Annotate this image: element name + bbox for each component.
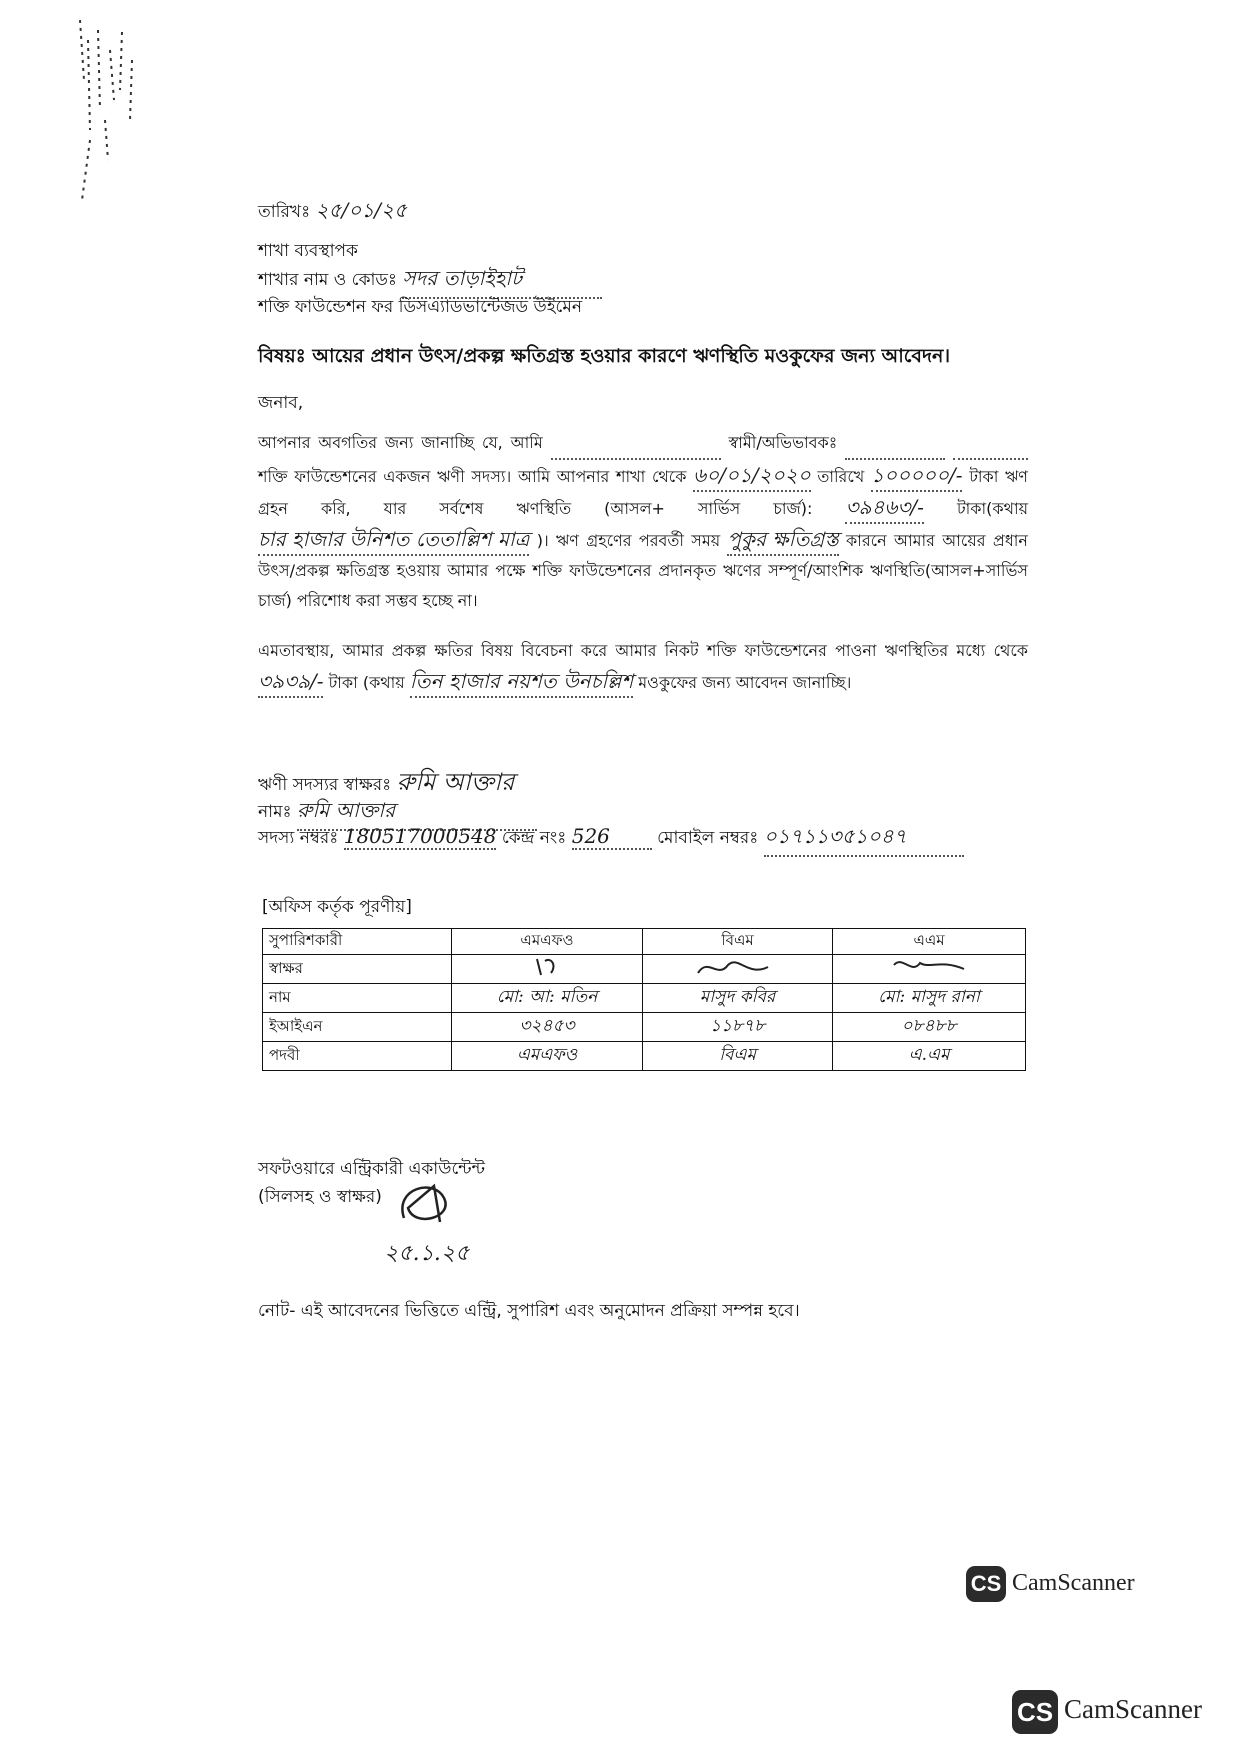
table-row-label: নাম — [263, 984, 452, 1013]
camscanner-logo-icon-2: CS — [1012, 1690, 1058, 1734]
table-header-cell: সুপারিশকারী — [263, 929, 452, 955]
table-row — [263, 1013, 1026, 1042]
table-row — [263, 1042, 1026, 1071]
body2-text-3: মওকুফের জন্য আবেদন জানাচ্ছি। — [638, 673, 852, 692]
body1-text-4: তারিখে — [817, 467, 865, 486]
table-header-row — [263, 929, 1026, 955]
table-row — [263, 955, 1026, 984]
damage-reason: পুকুর ক্ষতিগ্রস্ত — [727, 524, 838, 556]
guardian-blank-2 — [953, 428, 1028, 460]
body1-text-8: কারনে আমার আয়ের প্রধান উৎস/প্রকল্প ক্ষতিগ্রস্ত হওয়ায় আমার পক্ষে শক্তি ফাউন্ডেশনের প্রদানকৃত ঋণের সম্পূর্ণ/আংশিক ঋণস্থিতি(আসল+সার্ভিস চার্জ) পরিশোধ করা সম্ভব হচ্ছে না। — [258, 531, 1028, 610]
outstanding-amount: ৩৯৪৬৩/- — [845, 492, 923, 524]
date-label: তারিখঃ — [258, 202, 311, 222]
member-number-value: 180517000548 — [343, 824, 497, 848]
body2-text-2: টাকা (কথায় — [328, 673, 405, 692]
accountant-date: ২৫.১.২৫ — [384, 1241, 470, 1266]
waive-words: তিন হাজার নয়শত উনচল্লিশ — [410, 666, 633, 698]
recipient-title: শাখা ব্যবস্থাপক — [258, 241, 358, 261]
table-cell: ০৮৪৮৮ — [833, 1013, 1026, 1042]
table-cell: মো: মাসুদ রানা — [833, 984, 1026, 1013]
office-table — [262, 928, 1026, 1071]
mobile-label: মোবাইল নম্বরঃ — [657, 828, 759, 848]
accountant-signature — [384, 1178, 474, 1238]
table-row-label: স্বাক্ষর — [263, 955, 452, 984]
accountant-title: সফটওয়ারে এন্ট্রিকারী একাউন্টেন্ট — [258, 1159, 486, 1179]
outstanding-words: চার হাজার উনিশত তেতাল্লিশ মাত্র — [258, 524, 529, 556]
body1-text-7: )। ঋণ গ্রহণের পরবর্তী সময় — [536, 531, 721, 550]
guardian-blank — [845, 428, 945, 460]
bm-signature — [643, 955, 833, 984]
branch-value: সদর তাড়াইহাট — [402, 264, 602, 299]
office-caption: [অফিস কর্তৃক পূরণীয়] — [262, 897, 412, 917]
scan-artifact — [70, 20, 190, 220]
member-signature-label: ঋণী সদস্যর স্বাক্ষরঃ — [258, 775, 392, 795]
accountant-seal-label: (সিলসহ ও স্বাক্ষর) — [258, 1187, 382, 1207]
branch-label: শাখার নাম ও কোডঃ — [258, 270, 397, 290]
member-number-line — [258, 822, 964, 857]
table-cell: ৩২৪৫৩ — [452, 1013, 643, 1042]
loan-amount: ১০০০০০/- — [871, 460, 963, 492]
mfo-signature — [452, 955, 643, 984]
table-cell: এ.এম — [833, 1042, 1026, 1071]
mobile-value: ০১৭১১৩৫১০৪৭ — [764, 822, 964, 857]
body1-text-6: টাকা(কথায় — [956, 499, 1029, 518]
kendra-label: কেন্দ্র নংঃ — [501, 828, 567, 848]
table-header-cell: এএম — [833, 929, 1026, 955]
member-name-blank — [551, 428, 721, 460]
loan-date: ৬০/০১/২০২০ — [693, 460, 810, 492]
table-row-label: পদবী — [263, 1042, 452, 1071]
salutation: জনাব, — [258, 393, 304, 413]
member-name-label: নামঃ — [258, 802, 292, 822]
body1-text-1: আপনার অবগতির জন্য জানাচ্ছি যে, আমি — [258, 433, 543, 452]
am-signature — [833, 955, 1026, 984]
organization-line: শক্তি ফাউন্ডেশন ফর ডিসএ্যাডভান্টেজড উইমেন — [258, 297, 582, 317]
body-paragraph-1 — [258, 428, 1028, 616]
camscanner-watermark: CamScanner — [1012, 1570, 1135, 1596]
table-row-label: ইআইএন — [263, 1013, 452, 1042]
footer-note: নোট- এই আবেদনের ভিত্তিতে এন্ট্রি, সুপারিশ এবং অনুমোদন প্রক্রিয়া সম্পন্ন হবে। — [258, 1301, 800, 1321]
waive-amount: ৩৯৩৯/- — [258, 666, 323, 698]
table-cell: মাসুদ কবির — [643, 984, 833, 1013]
body1-text-5: টাকা ঋণ গ্রহন করি, যার সর্বশেষ ঋণস্থিতি (আসল+ সার্ভিস চার্জ): — [258, 467, 1028, 518]
body-paragraph-2 — [258, 636, 1028, 698]
subject-line: বিষয়ঃ আয়ের প্রধান উৎস/প্রকল্প ক্ষতিগ্রস্ত হওয়ার কারণে ঋণস্থিতি মওকুফের জন্য আবেদন। — [258, 345, 951, 367]
date-line — [258, 196, 407, 229]
table-header-cell: এমএফও — [452, 929, 643, 955]
body1-text-3: শক্তি ফাউন্ডেশনের একজন ঋণী সদস্য। আমি আপনার শাখা থেকে — [258, 467, 687, 486]
table-cell: বিএম — [643, 1042, 833, 1071]
camscanner-watermark-2: CamScanner — [1064, 1694, 1202, 1724]
table-cell: এমএফও — [452, 1042, 643, 1071]
member-name-value: রুমি আক্তার — [297, 796, 537, 831]
table-cell: ১১৮৭৮ — [643, 1013, 833, 1042]
body2-text-1: এমতাবস্থায়, আমার প্রকল্প ক্ষতির বিষয় বিবেচনা করে আমার নিকট শক্তি ফাউন্ডেশনের পাওনা ঋণস্থিতির মধ্যে থেকে — [258, 641, 1028, 660]
table-cell: মো: আ: মতিন — [452, 984, 643, 1013]
member-signature: রুমি আক্তার — [396, 768, 515, 796]
kendra-value: 526 — [572, 824, 652, 850]
table-row — [263, 984, 1026, 1013]
member-number-label: সদস্য নম্বরঃ — [258, 828, 339, 848]
table-header-cell: বিএম — [643, 929, 833, 955]
date-value: ২৫/০১/২৫ — [315, 198, 407, 222]
body1-text-2: স্বামী/অভিভাবকঃ — [728, 433, 838, 452]
camscanner-logo-icon: CS — [966, 1566, 1006, 1602]
